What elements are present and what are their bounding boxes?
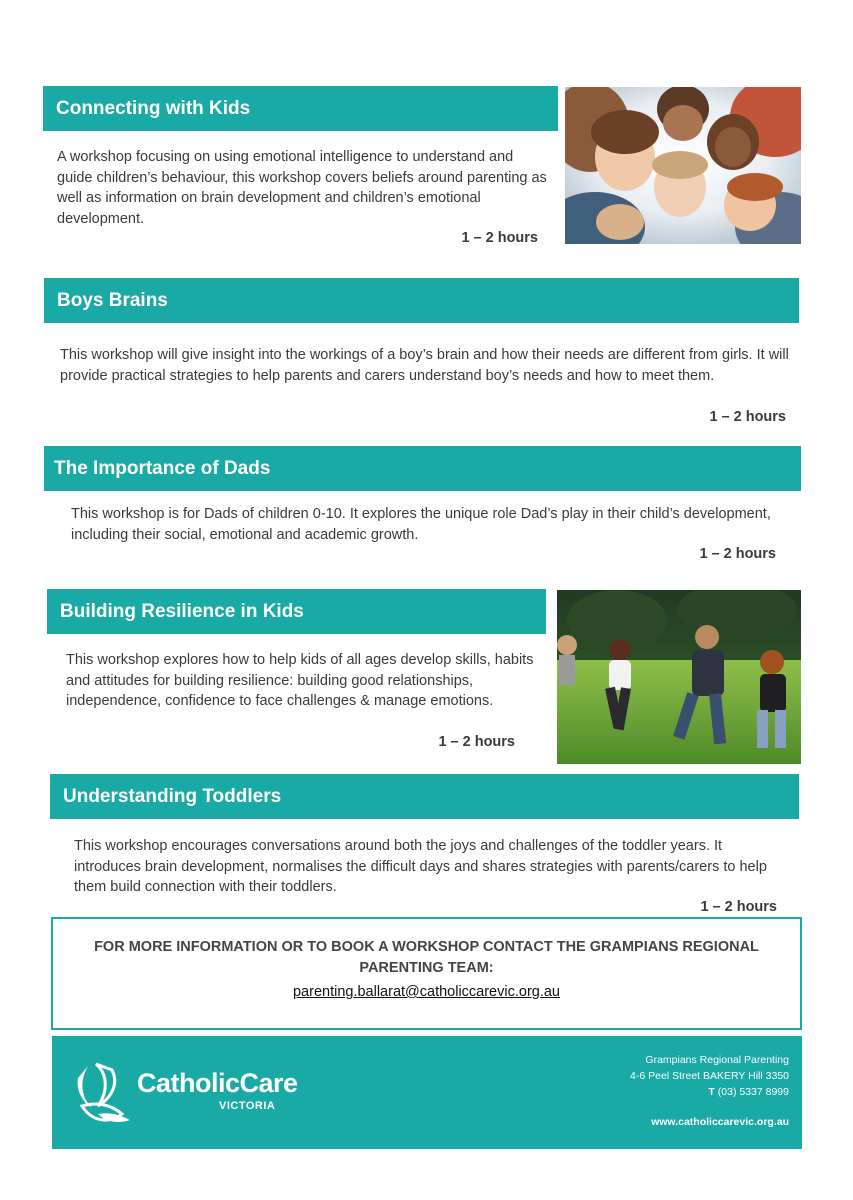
workshop-title: Connecting with Kids: [56, 97, 251, 119]
workshop-title-banner: [50, 774, 799, 819]
butterfly-logo-icon: [74, 1062, 136, 1126]
workshop-duration: 1 – 2 hours: [461, 230, 538, 246]
catholiccare-logo: [74, 1062, 298, 1126]
footer-phone: [630, 1084, 789, 1100]
workshop-duration: 1 – 2 hours: [700, 899, 777, 915]
footer: [52, 1036, 802, 1149]
workshop-description: This workshop will give insight into the workings of a boy’s brain and how their needs are different from girls. It will provide practical strategies to help parents and carers understand boy’s needs and how to meet them.: [60, 347, 789, 384]
children-huddle-photo: [565, 87, 801, 244]
footer-street: 4-6 Peel Street BAKERY Hill 3350: [630, 1070, 789, 1082]
workshop-title-banner: [44, 278, 799, 323]
footer-website-link[interactable]: www.catholiccarevic.org.au: [651, 1116, 789, 1128]
footer-org: Grampians Regional Parenting: [645, 1054, 789, 1066]
workshop-duration: 1 – 2 hours: [438, 734, 515, 750]
contact-box: [51, 917, 802, 1030]
contact-email-link[interactable]: parenting.ballarat@catholiccarevic.org.au: [292, 984, 560, 1000]
footer-phone-label: T: [708, 1086, 715, 1098]
workshop-title-banner: [47, 589, 546, 634]
logo-name: CatholicCare: [137, 1068, 298, 1098]
workshop-duration: 1 – 2 hours: [709, 409, 786, 425]
workshop-description: This workshop explores how to help kids of all ages develop skills, habits and attitudes for building resilience: building good relationships, independence, confidence to face challenges & manage emotions.: [66, 652, 534, 709]
logo-subtitle: VICTORIA: [219, 1100, 276, 1112]
workshop-title-banner: [44, 446, 801, 491]
footer-address: [630, 1052, 789, 1100]
footer-phone-number: (03) 5337 8999: [717, 1086, 789, 1098]
workshop-description: This workshop is for Dads of children 0-10. It explores the unique role Dad’s play in their child’s development, including their social, emotional and academic growth.: [71, 506, 771, 543]
workshop-title: The Importance of Dads: [54, 457, 271, 479]
workshop-title: Building Resilience in Kids: [60, 600, 304, 622]
workshop-duration: 1 – 2 hours: [699, 546, 776, 562]
workshop-title-banner: [43, 86, 558, 131]
contact-heading: FOR MORE INFORMATION OR TO BOOK A WORKSHOP CONTACT THE GRAMPIANS REGIONAL PARENTING TEAM:: [94, 939, 759, 976]
workshop-title: Understanding Toddlers: [63, 785, 282, 807]
workshop-title: Boys Brains: [57, 289, 168, 311]
children-running-photo: [557, 590, 801, 764]
workshop-description: This workshop encourages conversations around both the joys and challenges of the toddler years. It introduces brain development, normalises the difficult days and shares strategies with parents/carers to help them build connection with their toddlers.: [74, 838, 767, 895]
workshop-description: A workshop focusing on using emotional intelligence to understand and guide children’s behaviour, this workshop covers beliefs around parenting as well as information on brain development and children’s emotional development.: [57, 149, 547, 227]
